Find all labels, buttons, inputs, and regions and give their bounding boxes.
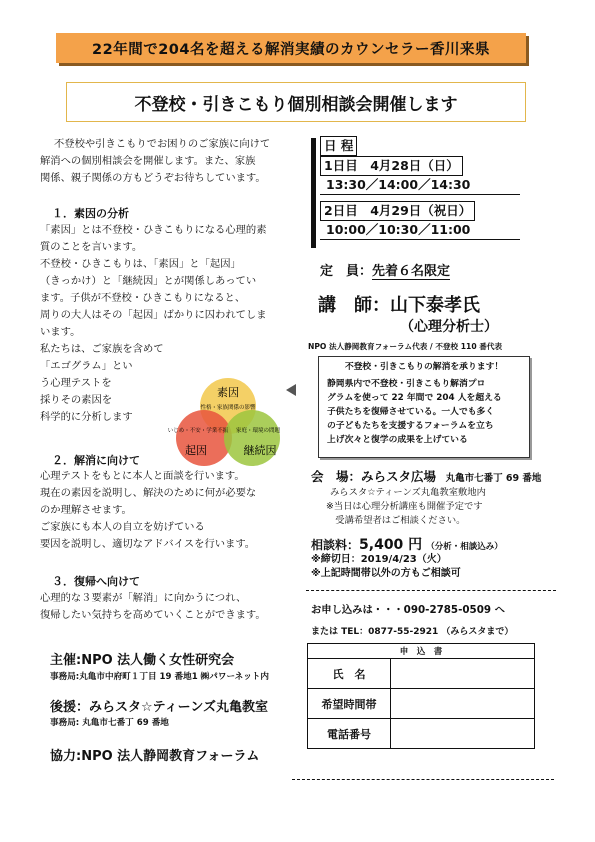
promo-line: の子どもたちを支援するフォーラムを立ち <box>327 421 494 431</box>
schedule-heading: 日 程 <box>320 136 357 156</box>
schedule-day2-times: 10:00／10:30／11:00 <box>320 221 520 240</box>
intro-line: 関係、親子関係の方もどうぞお待ちしています。 <box>40 172 266 184</box>
section1-line: 「エゴグラム」とい <box>40 360 133 372</box>
cut-line <box>292 779 554 780</box>
section1-line: います。 <box>40 326 81 338</box>
section1-line: う心理テストを <box>40 377 112 389</box>
section2-heading: ２．解消に向けて <box>52 454 140 467</box>
venn-sub-kiin: いじめ・不安・学業不振 <box>167 428 229 434</box>
capacity <box>320 260 450 279</box>
venn-circle-kiin <box>176 410 232 466</box>
page-title: 不登校・引きこもり個別相談会開催します <box>66 82 526 122</box>
venn-label-soin: 素因 <box>217 386 239 399</box>
capacity-value: 先着６名限定 <box>372 264 451 279</box>
lecturer-title: （心理分析士） <box>400 319 498 335</box>
lecturer-name: 講 師：山下泰孝氏 <box>318 295 480 316</box>
schedule-day1: 1日目 4月28日（日） <box>320 156 463 176</box>
intro-text <box>40 136 302 187</box>
fee-other: ※上記時間帯以外の方もご相談可 <box>311 568 461 579</box>
form-label-phone: 電話番号 <box>308 719 391 749</box>
section1-line: 「素因」とは不登校・ひきこもりになる心理的素 <box>40 224 267 236</box>
section3-line: 心理的な３要素が「解消」に向かうにつれ、 <box>40 592 247 604</box>
supporter-office: 事務局: 丸亀市七番丁 69 番地 <box>50 718 169 728</box>
form-input-name[interactable] <box>391 659 535 689</box>
venue <box>311 466 541 485</box>
section2-line: ご家族にも本人の自立を妨げている <box>40 521 205 533</box>
section1-heading: １．素因の分析 <box>52 207 129 220</box>
fee <box>311 534 503 554</box>
cooperation: 協力:NPO 法人静岡教育フォーラム <box>50 749 260 764</box>
section2-line: 要因を説明し、適切なアドバイスを行います。 <box>40 538 256 550</box>
form-title: 申 込 書 <box>308 644 535 659</box>
lecturer-affiliation: NPO 法人静岡教育フォーラム代表 / 不登校 110 番代表 <box>308 342 503 351</box>
venn-sub-soin: 性格・家族関係の影響 <box>200 405 256 411</box>
section2-line: 現在の素因を説明し、解決のために何が必要な <box>40 487 257 499</box>
venue-line: 受講希望者はご相談ください。 <box>326 515 466 526</box>
intro-line: 不登校や引きこもりでお困りのご家族に向けて <box>54 138 271 150</box>
form-label-name: 氏 名 <box>308 659 391 689</box>
promo-box <box>318 356 530 458</box>
promo-headline: 不登校・引きこもりの解消を承ります！ <box>344 362 504 372</box>
venn-sub-keizokuin: 家庭・環境の問題 <box>235 428 281 434</box>
promo-line: 静岡県内で不登校・引きこもり解消プロ <box>327 379 486 389</box>
section1-line: （きっかけ）と「継続因」とが関係しあってい <box>40 275 257 287</box>
venue-address: 丸亀市七番丁 69 番地 <box>445 473 542 484</box>
section1-line: ます。子供が不登校・ひきこもりになると、 <box>40 292 246 304</box>
apply-tel: または TEL：0877-55-2921 （みらスタまで） <box>311 627 514 637</box>
section3-body <box>40 590 308 624</box>
section2-line: のか理解させます。 <box>40 504 132 516</box>
section1-line: 採りその素因を <box>40 394 113 406</box>
section3-line: 復帰したい気持ちを高めていくことができます。 <box>40 609 266 621</box>
section1-line: 周りの大人はその「起因」ばかりに囚われてしま <box>40 309 267 321</box>
form-label-time: 希望時間帯 <box>308 689 391 719</box>
section1-line: 不登校・ひきこもりは、「素因」と「起因」 <box>40 258 241 270</box>
section1-line: 科学的に分析します <box>40 411 133 423</box>
venn-diagram <box>158 376 298 472</box>
organizer-office: 事務局:丸亀市中府町１丁目 19 番地1 ㈱パワーネット内 <box>50 672 269 682</box>
schedule-bar <box>311 138 316 248</box>
venn-label-keizokuin: 継続因 <box>243 444 277 457</box>
promo-line: 上げ次々と復学の成果を上げている <box>327 435 468 445</box>
fee-deadline: ※締切日：2019/4/23（火） <box>311 554 447 565</box>
section2-line: 心理テストをもとに本人と面談を行います。 <box>40 470 245 482</box>
venn-circle-keizokuin <box>224 410 280 466</box>
schedule-day2: 2日目 4月29日（祝日） <box>320 201 475 221</box>
header-banner: 22年間で204名を超える解消実績のカウンセラー香川来県 <box>56 33 526 63</box>
application-form <box>307 643 535 749</box>
fee-notes <box>311 553 461 581</box>
arrow-icon <box>286 384 296 396</box>
venue-label: 会 場：みらスタ広場 <box>311 469 437 484</box>
venue-notes <box>326 486 486 528</box>
section3-heading: ３．復帰へ向けて <box>52 575 140 588</box>
form-input-time[interactable] <box>391 689 535 719</box>
apply-phone: お申し込みは・・・090-2785-0509 へ <box>311 604 505 616</box>
venn-label-kiin: 起因 <box>185 444 207 457</box>
fee-label: 相談料： <box>311 538 360 552</box>
promo-line: グラムを使って 22 年間で 204 人を超える <box>327 393 502 403</box>
intro-line: 解消への個別相談会を開催します。また、家族 <box>40 155 256 167</box>
schedule-day1-times: 13:30／14:00／14:30 <box>320 176 520 195</box>
section2-body <box>40 468 305 553</box>
organizer: 主催:NPO 法人働く女性研究会 <box>50 653 235 668</box>
schedule <box>320 136 520 240</box>
fee-amount: 5,400 円 <box>359 537 423 553</box>
form-input-phone[interactable] <box>391 719 535 749</box>
promo-line: 子供たちを復帰させている。一人でも多く <box>327 407 495 417</box>
supporter: 後援：みらスタ☆ティーンズ丸亀教室 <box>50 700 268 715</box>
section1-line: 私たちは、ご家族を含めて <box>40 343 164 355</box>
venue-line: ※当日は心理分析講座も開催予定です <box>326 501 483 512</box>
divider <box>306 590 556 591</box>
fee-note: （分析・相談込み） <box>426 542 503 552</box>
venue-line: みらスタ☆ティーンズ丸亀教室敷地内 <box>330 487 486 498</box>
capacity-label: 定 員： <box>320 264 373 279</box>
section1-line: 質のことを言います。 <box>40 241 143 253</box>
